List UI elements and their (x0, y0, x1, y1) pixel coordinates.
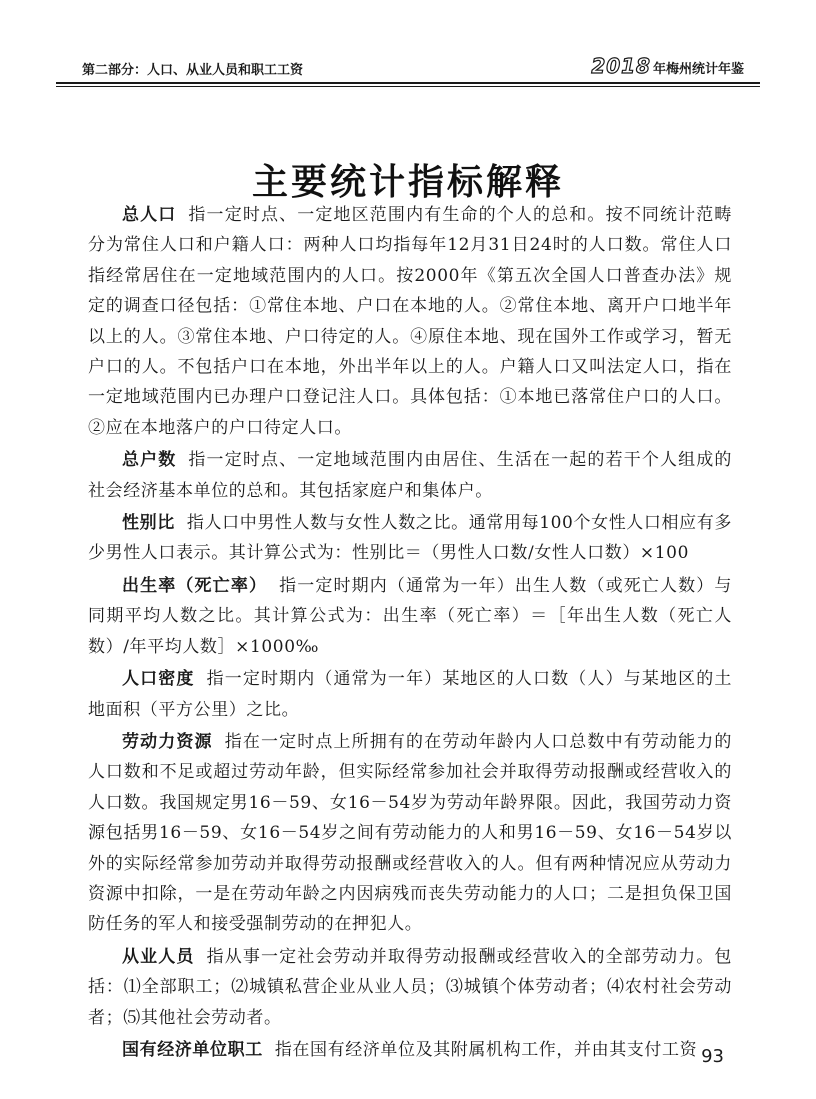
header-rule-thin (56, 86, 760, 87)
running-header (56, 56, 760, 82)
term-label: 人口密度 (122, 669, 195, 690)
term-label: 性别比 (122, 513, 175, 534)
page-title: 主要统计指标解释 (251, 162, 564, 204)
term-label: 从业人员 (122, 946, 195, 967)
term-definition: 指在一定时点上所拥有的在劳动年龄内人口总数中有劳动能力的人口数和不足或超过劳动年龄，但实际经常参加社会并取得劳动报酬或经营收入的人口数。我国规定男16－59、女16－54岁为劳动年龄界限。因此，我国劳动力资源包括男16－59、女16－54岁之间有劳动能力的人和男16－59、女16－54岁以外的实际经常参加劳动并取得劳动报酬或经营收入的人。但有两种情况应从劳动力资源中扣除，一是在劳动年龄之内因病残而丧失劳动能力的人口；二是担负保卫国防任务的军人和接受强制劳动的在押犯人。 (88, 731, 732, 935)
term-label: 劳动力资源 (122, 731, 213, 752)
page-number: 93 (701, 1046, 724, 1067)
section-heading: 第二部分：人口、从业人员和职工工资 (82, 63, 304, 78)
term-label: 国有经济单位职工 (122, 1039, 263, 1060)
term-label: 总户数 (122, 450, 177, 471)
header-rule-thick (56, 82, 760, 84)
term-definition: 指一定时点、一定地区范围内有生命的个人的总和。按不同统计范畴分为常住人口和户籍人口：两种人口均指每年12月31日24时的人口数。常住人口指经常居住在一定地域范围内的人口。按2000年《第五次全国人口普查办法》规定的调查口径包括：①常住本地、户口在本地的人。②常住本地、离开户口地半年以上的人。③常住本地、户口待定的人。④原住本地、现在国外工作或学习，暂无户口的人。不包括户口在本地，外出半年以上的人。户籍人口又叫法定人口，指在一定地域范围内已办理户口登记注人口。具体包括：①本地已落常住户口的人口。②应在本地落户的户口待定人口。 (88, 205, 732, 438)
definition-birth-death-rate (88, 571, 732, 662)
definitions-body (88, 200, 732, 1067)
term-label: 出生率（死亡率） (122, 575, 268, 596)
yearbook-title: 年梅州统计年鉴 (652, 62, 744, 77)
term-definition: 指一定时期内（通常为一年）某地区的人口数（人）与某地区的土地面积（平方公里）之比。 (88, 669, 732, 720)
term-label: 总人口 (122, 205, 177, 225)
term-definition: 指人口中男性人数与女性人数之比。通常用每100个女性人口相应有多少男性人口表示。其计算公式为：性别比＝（男性人口数/女性人口数）×100 (88, 513, 732, 564)
yearbook-name (591, 54, 760, 82)
yearbook-year: 2018 (591, 54, 651, 78)
term-definition: 指一定时期内（通常为一年）出生人数（或死亡人数）与同期平均人数之比。其计算公式为：出生率（死亡率）＝［年出生人数（死亡人数）/年平均人数］×1000‰ (88, 575, 732, 657)
definition-sex-ratio (88, 508, 732, 569)
term-definition: 指在国有经济单位及其附属机构工作，并由其支付工资 (274, 1039, 698, 1060)
definition-state-owned-staff (88, 1035, 732, 1065)
term-definition: 指从事一定社会劳动并取得劳动报酬或经营收入的全部劳动力。包括：⑴全部职工；⑵城镇私营企业从业人员；⑶城镇个体劳动者；⑷农村社会劳动者；⑸其他社会劳动者。 (88, 946, 732, 1028)
definition-employed-persons (88, 942, 732, 1033)
definition-population-density (88, 664, 732, 725)
term-definition: 指一定时点、一定地域范围内由居住、生活在一起的若干个人组成的社会经济基本单位的总和。其包括家庭户和集体户。 (88, 450, 732, 501)
definition-total-households (88, 445, 732, 506)
definition-labor-resources (88, 727, 732, 940)
definition-total-population (88, 200, 732, 443)
